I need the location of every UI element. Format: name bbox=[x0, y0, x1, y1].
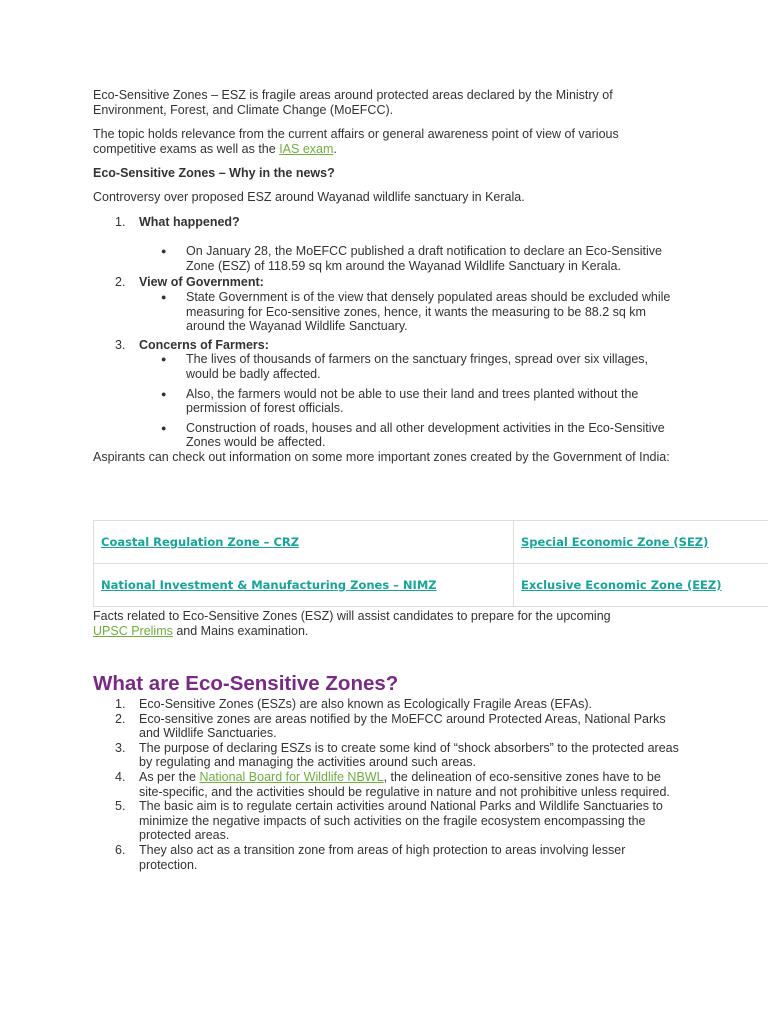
list-number: 3. bbox=[115, 337, 126, 352]
list-number: 2. bbox=[115, 275, 126, 290]
list-number: 5. bbox=[115, 799, 126, 814]
list-item bbox=[93, 770, 683, 799]
list-item bbox=[93, 697, 683, 712]
bullet-item bbox=[139, 352, 683, 381]
bullet-item bbox=[139, 244, 683, 273]
bullet-item bbox=[139, 421, 683, 450]
list-item-text-end: , the delineation of eco-sensitive zones have to be site-specific, and the activities should be regulative in nature and not prohibitive unless required. bbox=[139, 769, 670, 799]
article-body bbox=[93, 88, 683, 464]
eco-zones-list bbox=[93, 697, 683, 872]
table-row bbox=[94, 564, 768, 607]
list-item bbox=[93, 275, 683, 333]
bullet-text: Also, the farmers would not be able to use their land and trees planted without the permission of forest officials. bbox=[186, 386, 639, 416]
bullet-list bbox=[139, 290, 683, 334]
list-number: 6. bbox=[115, 842, 126, 857]
facts-paragraph bbox=[93, 609, 613, 638]
list-item-text: Eco-sensitive zones are areas notified by the MoEFCC around Protected Areas, National Parks and Wildlife Sanctuaries. bbox=[139, 711, 666, 741]
bullet-icon: ● bbox=[161, 354, 167, 365]
list-item-text: The purpose of declaring ESZs is to create some kind of “shock absorbers” to the protected areas by regulating and managing the activities around such areas. bbox=[139, 740, 679, 770]
topic-paragraph bbox=[93, 127, 683, 156]
table-cell bbox=[514, 521, 768, 564]
list-item-text: Eco-Sensitive Zones (ESZs) are also known as Ecologically Fragile Areas (EFAs). bbox=[139, 697, 592, 711]
facts-text-end: and Mains examination. bbox=[172, 623, 309, 638]
eez-link[interactable]: Exclusive Economic Zone (EEZ) bbox=[521, 577, 722, 592]
bullet-text: The lives of thousands of farmers on the sanctuary fringes, spread over six villages, would be badly affected. bbox=[186, 352, 649, 381]
intro-paragraph: Eco-Sensitive Zones – ESZ is fragile areas around protected areas declared by the Ministry of Environment, Forest, and Climate Change (MoEFCC). bbox=[93, 88, 613, 117]
table-row bbox=[94, 521, 768, 564]
bullet-list bbox=[139, 352, 683, 450]
table-cell bbox=[514, 564, 768, 607]
list-item bbox=[93, 215, 683, 274]
upsc-prelims-link[interactable]: UPSC Prelims bbox=[93, 623, 173, 638]
bullet-text: On January 28, the MoEFCC published a draft notification to declare an Eco-Sensitive Zone (ESZ) of 118.59 sq km around the Wayanad Wildlife Sanctuary in Kerala. bbox=[186, 244, 662, 273]
bullet-list bbox=[139, 244, 683, 273]
nimz-link[interactable]: National Investment & Manufacturing Zones – NIMZ bbox=[101, 577, 437, 592]
zones-table bbox=[93, 520, 768, 607]
facts-text: Facts related to Eco-Sensitive Zones (ESZ) will assist candidates to prepare for the upcoming bbox=[93, 609, 611, 623]
list-item-text: They also act as a transition zone from areas of high protection to areas involving lesser protection. bbox=[139, 842, 626, 872]
list-item bbox=[93, 741, 683, 770]
sez-link[interactable]: Special Economic Zone (SEZ) bbox=[521, 534, 709, 549]
list-item bbox=[93, 799, 683, 843]
list-item-title: Concerns of Farmers: bbox=[139, 337, 269, 352]
list-number: 1. bbox=[115, 214, 126, 229]
table-cell bbox=[94, 564, 514, 607]
bullet-item bbox=[139, 387, 683, 416]
bullet-item bbox=[139, 290, 683, 334]
list-number: 4. bbox=[115, 769, 126, 784]
bullet-text: Construction of roads, houses and all other development activities in the Eco-Sensitive Zones would be affected. bbox=[186, 420, 665, 450]
list-item bbox=[93, 712, 683, 741]
section-heading: What are Eco-Sensitive Zones? bbox=[93, 672, 399, 695]
list-item-text: The basic aim is to regulate certain activities around National Parks and Wildlife Sanctuaries to minimize the negative impacts of such activities on the fragile ecosystem encompassing the protected areas. bbox=[139, 799, 663, 843]
list-item bbox=[93, 843, 683, 872]
list-item-text: As per the bbox=[139, 769, 200, 784]
list-item-title: View of Government: bbox=[139, 275, 264, 290]
list-number: 2. bbox=[115, 711, 126, 726]
crz-link[interactable]: Coastal Regulation Zone – CRZ bbox=[101, 534, 300, 549]
nbwl-link[interactable]: National Board for Wildlife NBWL bbox=[199, 769, 384, 784]
topic-text-end: . bbox=[333, 141, 337, 156]
list-number: 3. bbox=[115, 740, 126, 755]
controversy-paragraph: Controversy over proposed ESZ around Wayanad wildlife sanctuary in Kerala. bbox=[93, 189, 525, 204]
topic-text: The topic holds relevance from the current affairs or general awareness point of view of various competitive exams as well as the bbox=[93, 127, 619, 156]
list-item bbox=[93, 338, 683, 450]
bullet-icon: ● bbox=[161, 422, 167, 433]
bullet-icon: ● bbox=[161, 246, 167, 257]
bullet-icon: ● bbox=[161, 388, 167, 399]
bullet-icon: ● bbox=[161, 291, 167, 302]
table-cell bbox=[94, 521, 514, 564]
bullet-text: State Government is of the view that densely populated areas should be excluded while measuring for Eco-sensitive zones, hence, it wants the measuring to be 88.2 sq km around the Wayanad Wildlife Sanctuary. bbox=[186, 289, 671, 334]
aspirants-paragraph: Aspirants can check out information on some more important zones created by the Government of India: bbox=[93, 449, 670, 464]
list-item-title: What happened? bbox=[139, 214, 240, 229]
list-number: 1. bbox=[115, 697, 126, 711]
news-heading: Eco-Sensitive Zones – Why in the news? bbox=[93, 166, 335, 181]
ias-exam-link[interactable]: IAS exam bbox=[279, 141, 334, 156]
news-list bbox=[93, 215, 683, 450]
